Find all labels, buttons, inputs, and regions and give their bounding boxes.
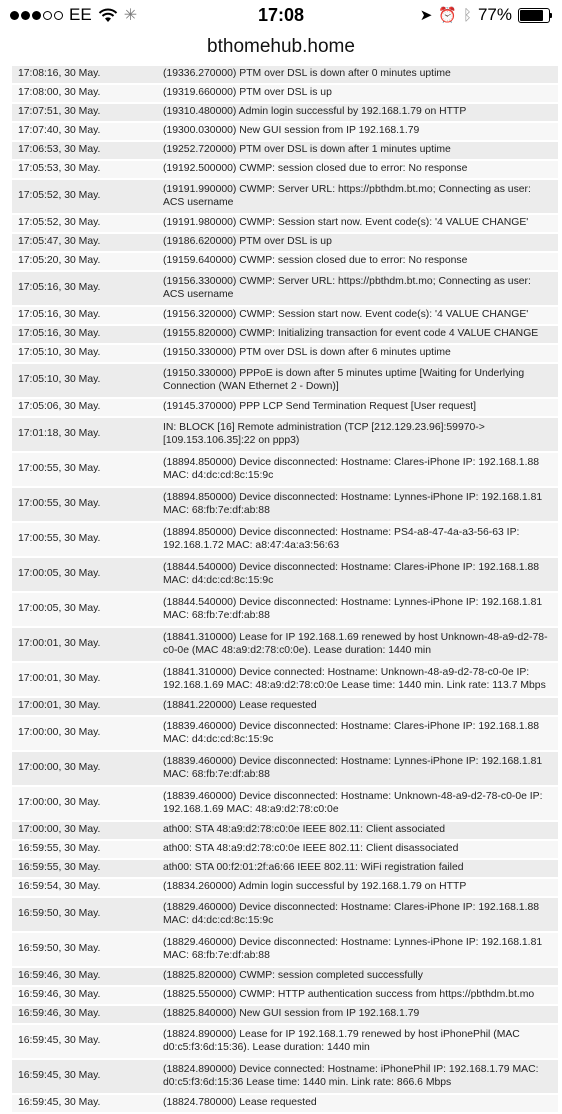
- log-timestamp: 17:08:16, 30 May.: [12, 66, 159, 83]
- log-row: [12, 215, 558, 232]
- log-timestamp: 17:06:53, 30 May.: [12, 142, 159, 159]
- log-row: [12, 987, 558, 1004]
- log-row: [12, 1060, 558, 1093]
- carrier-name: EE: [69, 5, 92, 24]
- log-row: [12, 123, 558, 140]
- log-message: (19186.620000) PTM over DSL is up: [159, 234, 558, 251]
- log-timestamp: 17:00:01, 30 May.: [12, 628, 159, 661]
- log-row: [12, 860, 558, 877]
- log-timestamp: 17:00:00, 30 May.: [12, 717, 159, 750]
- log-message: (18894.850000) Device disconnected: Hostname: PS4-a8-47-4a-a3-56-63 IP: 192.168.1.72 MAC: a8:47:4a:a3:56:63: [159, 523, 558, 556]
- log-message: (19150.330000) PTM over DSL is down after 6 minutes uptime: [159, 345, 558, 362]
- log-timestamp: 17:07:51, 30 May.: [12, 104, 159, 121]
- log-timestamp: 17:00:00, 30 May.: [12, 822, 159, 839]
- log-message: (19192.500000) CWMP: session closed due to error: No response: [159, 161, 558, 178]
- log-timestamp: 17:05:10, 30 May.: [12, 364, 159, 397]
- log-row: [12, 418, 558, 451]
- log-timestamp: 17:05:53, 30 May.: [12, 161, 159, 178]
- log-message: IN: BLOCK [16] Remote administration (TCP [212.129.23.96]:59970->[109.153.106.35]:22 on ppp3): [159, 418, 558, 451]
- log-row: [12, 898, 558, 931]
- log-timestamp: 16:59:55, 30 May.: [12, 860, 159, 877]
- log-message: (18839.460000) Device disconnected: Hostname: Clares-iPhone IP: 192.168.1.88 MAC: d4:dc:cd:8c:15:9c: [159, 717, 558, 750]
- log-timestamp: 17:05:47, 30 May.: [12, 234, 159, 251]
- log-timestamp: 17:00:55, 30 May.: [12, 488, 159, 521]
- battery-icon: [518, 8, 550, 23]
- log-message: (18894.850000) Device disconnected: Hostname: Lynnes-iPhone IP: 192.168.1.81 MAC: 68:fb:7e:df:ab:88: [159, 488, 558, 521]
- log-timestamp: 17:05:10, 30 May.: [12, 345, 159, 362]
- log-message: (19156.330000) CWMP: Server URL: https://pbthdm.bt.mo; Connecting as user: ACS username: [159, 272, 558, 305]
- log-row: [12, 345, 558, 362]
- log-timestamp: 17:05:52, 30 May.: [12, 180, 159, 213]
- log-row: [12, 968, 558, 985]
- log-message: (18825.550000) CWMP: HTTP authentication success from https://pbthdm.bt.mo: [159, 987, 558, 1004]
- signal-strength-icon: [10, 11, 63, 20]
- log-message: (18844.540000) Device disconnected: Hostname: Lynnes-iPhone IP: 192.168.1.81 MAC: 68:fb:7e:df:ab:88: [159, 593, 558, 626]
- log-row: [12, 85, 558, 102]
- log-row: [12, 307, 558, 324]
- log-timestamp: 16:59:45, 30 May.: [12, 1095, 159, 1112]
- log-timestamp: 17:05:06, 30 May.: [12, 399, 159, 416]
- log-timestamp: 17:05:52, 30 May.: [12, 215, 159, 232]
- log-message: (19145.370000) PPP LCP Send Termination Request [User request]: [159, 399, 558, 416]
- log-row: [12, 488, 558, 521]
- log-row: [12, 104, 558, 121]
- log-row: [12, 698, 558, 715]
- log-message: (19191.990000) CWMP: Server URL: https://pbthdm.bt.mo; Connecting as user: ACS username: [159, 180, 558, 213]
- log-row: [12, 399, 558, 416]
- log-timestamp: 17:05:20, 30 May.: [12, 253, 159, 270]
- log-row: [12, 663, 558, 696]
- log-timestamp: 17:00:00, 30 May.: [12, 787, 159, 820]
- log-timestamp: 17:01:18, 30 May.: [12, 418, 159, 451]
- log-timestamp: 17:00:05, 30 May.: [12, 558, 159, 591]
- log-message: ath00: STA 00:f2:01:2f:a6:66 IEEE 802.11: WiFi registration failed: [159, 860, 558, 877]
- log-row: [12, 879, 558, 896]
- log-row: [12, 453, 558, 486]
- loading-spinner-icon: ✳: [123, 7, 138, 24]
- status-bar: [0, 0, 562, 30]
- log-message: (18829.460000) Device disconnected: Hostname: Lynnes-iPhone IP: 192.168.1.81 MAC: 68:fb:7e:df:ab:88: [159, 933, 558, 966]
- log-row: [12, 234, 558, 251]
- log-row: [12, 66, 558, 83]
- log-message: (18839.460000) Device disconnected: Hostname: Lynnes-iPhone IP: 192.168.1.81 MAC: 68:fb:7e:df:ab:88: [159, 752, 558, 785]
- log-timestamp: 17:00:55, 30 May.: [12, 523, 159, 556]
- log-message: (19300.030000) New GUI session from IP 192.168.1.79: [159, 123, 558, 140]
- log-message: (19310.480000) Admin login successful by 192.168.1.79 on HTTP: [159, 104, 558, 121]
- log-timestamp: 17:00:00, 30 May.: [12, 752, 159, 785]
- log-timestamp: 17:05:16, 30 May.: [12, 307, 159, 324]
- log-timestamp: 16:59:45, 30 May.: [12, 1060, 159, 1093]
- clock: 17:08: [257, 4, 305, 25]
- log-timestamp: 16:59:50, 30 May.: [12, 933, 159, 966]
- log-message: (18841.310000) Device connected: Hostname: Unknown-48-a9-d2-78-c0-0e IP: 192.168.1.69 MAC: 48:a9:d2:78:c0:0e Lease time: 1440 min. Link rate: 113.7 Mbps: [159, 663, 558, 696]
- log-row: [12, 752, 558, 785]
- log-message: (18834.260000) Admin login successful by 192.168.1.79 on HTTP: [159, 879, 558, 896]
- log-row: [12, 841, 558, 858]
- log-timestamp: 17:05:16, 30 May.: [12, 326, 159, 343]
- address-bar[interactable]: [0, 30, 562, 64]
- log-row: [12, 142, 558, 159]
- alarm-icon: ⏰: [438, 7, 457, 24]
- log-message: ath00: STA 48:a9:d2:78:c0:0e IEEE 802.11: Client associated: [159, 822, 558, 839]
- log-timestamp: 17:00:01, 30 May.: [12, 663, 159, 696]
- log-row: [12, 1025, 558, 1058]
- event-log: [12, 64, 558, 1109]
- log-row: [12, 717, 558, 750]
- log-timestamp: 17:00:55, 30 May.: [12, 453, 159, 486]
- log-timestamp: 16:59:55, 30 May.: [12, 841, 159, 858]
- log-message: (19319.660000) PTM over DSL is up: [159, 85, 558, 102]
- url-text[interactable]: bthomehub.home: [207, 36, 355, 57]
- log-message: (19156.320000) CWMP: Session start now. Event code(s): '4 VALUE CHANGE': [159, 307, 558, 324]
- log-message: (19159.640000) CWMP: session closed due to error: No response: [159, 253, 558, 270]
- log-row: [12, 272, 558, 305]
- log-row: [12, 1006, 558, 1023]
- log-timestamp: 16:59:46, 30 May.: [12, 968, 159, 985]
- log-message: (18841.310000) Lease for IP 192.168.1.69 renewed by host Unknown-48-a9-d2-78-c0-0e (MAC 48:a9:d2:78:c0:0e). Lease duration: 1440 min: [159, 628, 558, 661]
- log-message: (19150.330000) PPPoE is down after 5 minutes uptime [Waiting for Underlying Connection (WAN Ethernet 2 - Down)]: [159, 364, 558, 397]
- log-row: [12, 161, 558, 178]
- log-message: (18829.460000) Device disconnected: Hostname: Clares-iPhone IP: 192.168.1.88 MAC: d4:dc:cd:8c:15:9c: [159, 898, 558, 931]
- log-message: (19252.720000) PTM over DSL is down after 1 minutes uptime: [159, 142, 558, 159]
- battery-percent: 77%: [477, 5, 512, 24]
- log-message: (18824.890000) Lease for IP 192.168.1.79 renewed by host iPhonePhil (MAC d0:c5:f3:6d:15:36). Lease duration: 1440 min: [159, 1025, 558, 1058]
- log-message: (19155.820000) CWMP: Initializing transaction for event code 4 VALUE CHANGE: [159, 326, 558, 343]
- log-row: [12, 822, 558, 839]
- log-row: [12, 253, 558, 270]
- log-message: ath00: STA 48:a9:d2:78:c0:0e IEEE 802.11: Client disassociated: [159, 841, 558, 858]
- log-timestamp: 17:05:16, 30 May.: [12, 272, 159, 305]
- log-message: (18825.820000) CWMP: session completed successfully: [159, 968, 558, 985]
- log-row: [12, 628, 558, 661]
- log-message: (18839.460000) Device disconnected: Hostname: Unknown-48-a9-d2-78-c0-0e IP: 192.168.1.69 MAC: 48:a9:d2:78:c0:0e: [159, 787, 558, 820]
- location-arrow-icon: ➤: [419, 7, 433, 24]
- log-row: [12, 1095, 558, 1112]
- log-message: (18825.840000) New GUI session from IP 192.168.1.79: [159, 1006, 558, 1023]
- log-row: [12, 180, 558, 213]
- log-timestamp: 16:59:54, 30 May.: [12, 879, 159, 896]
- log-row: [12, 523, 558, 556]
- log-row: [12, 558, 558, 591]
- log-message: (18824.780000) Lease requested: [159, 1095, 558, 1112]
- log-message: (19336.270000) PTM over DSL is down after 0 minutes uptime: [159, 66, 558, 83]
- log-timestamp: 17:00:01, 30 May.: [12, 698, 159, 715]
- log-row: [12, 787, 558, 820]
- bluetooth-icon: ᛒ: [462, 6, 472, 24]
- log-row: [12, 364, 558, 397]
- log-timestamp: 17:08:00, 30 May.: [12, 85, 159, 102]
- log-message: (18844.540000) Device disconnected: Hostname: Clares-iPhone IP: 192.168.1.88 MAC: d4:dc:cd:8c:15:9c: [159, 558, 558, 591]
- log-row: [12, 933, 558, 966]
- log-row: [12, 326, 558, 343]
- log-message: (18894.850000) Device disconnected: Hostname: Clares-iPhone IP: 192.168.1.88 MAC: d4:dc:cd:8c:15:9c: [159, 453, 558, 486]
- log-timestamp: 16:59:46, 30 May.: [12, 1006, 159, 1023]
- log-timestamp: 17:07:40, 30 May.: [12, 123, 159, 140]
- log-message: (18824.890000) Device connected: Hostname: iPhonePhil IP: 192.168.1.79 MAC: d0:c5:f3:6d:15:36 Lease time: 1440 min. Link rate: 866.6 Mbps: [159, 1060, 558, 1093]
- log-timestamp: 17:00:05, 30 May.: [12, 593, 159, 626]
- log-row: [12, 593, 558, 626]
- log-timestamp: 16:59:50, 30 May.: [12, 898, 159, 931]
- log-message: (18841.220000) Lease requested: [159, 698, 558, 715]
- event-log-table: [12, 64, 558, 1114]
- log-timestamp: 16:59:46, 30 May.: [12, 987, 159, 1004]
- log-timestamp: 16:59:45, 30 May.: [12, 1025, 159, 1058]
- wifi-icon: [98, 8, 118, 23]
- log-message: (19191.980000) CWMP: Session start now. Event code(s): '4 VALUE CHANGE': [159, 215, 558, 232]
